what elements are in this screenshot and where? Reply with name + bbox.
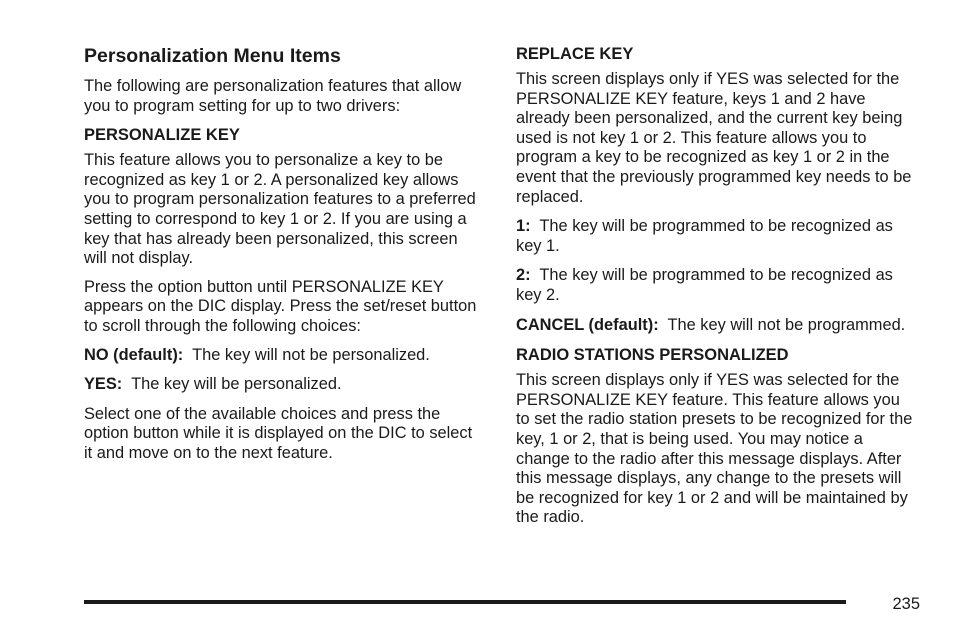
personalize-key-select-instructions: Select one of the available choices and press the option button while it is displayed on the DIC to select it and move on to the next feature. — [84, 404, 473, 462]
option-yes — [84, 375, 484, 395]
personalize-key-heading: PERSONALIZE KEY — [84, 126, 240, 145]
option-2-text: The key will be programmed to be recognized as key 2. — [516, 266, 893, 304]
option-1 — [516, 217, 916, 256]
option-1-label: 1: — [516, 217, 531, 236]
option-yes-text: The key will be personalized. — [131, 375, 342, 394]
page-number: 235 — [892, 595, 920, 613]
right-column — [516, 44, 916, 537]
option-2-label: 2: — [516, 266, 531, 285]
option-yes-label: YES: — [84, 375, 123, 394]
option-cancel-label: CANCEL (default): — [516, 315, 659, 334]
option-1-text: The key will be programmed to be recognized as key 1. — [516, 217, 893, 255]
personalize-key-description: This feature allows you to personalize a key to be recognized as key 1 or 2. A personalized key allows you to program personalization features to a preferred setting to correspond to key 1 or 2. If you are using a key that has already been personalized, this screen will not display. — [84, 151, 476, 268]
option-cancel-text: The key will not be programmed. — [667, 315, 906, 334]
option-no-text: The key will not be personalized. — [192, 345, 430, 364]
option-2 — [516, 266, 916, 305]
intro-paragraph: The following are personalization features that allow you to program setting for up to two drivers: — [84, 77, 462, 115]
left-column — [84, 44, 484, 473]
replace-key-heading: REPLACE KEY — [516, 45, 634, 63]
footer-rule — [84, 600, 846, 604]
section-title: Personalization Menu Items — [84, 45, 341, 67]
option-no-label: NO (default): — [84, 345, 184, 364]
option-no — [84, 346, 484, 366]
option-cancel — [516, 316, 916, 336]
radio-stations-heading: RADIO STATIONS PERSONALIZED — [516, 346, 789, 365]
radio-stations-description: This screen displays only if YES was selected for the PERSONALIZE KEY feature. This feature allows you to set the radio station presets to be recognized for the key, 1 or 2, that is being used. You may notice a change to the radio after this message displays. After this message displays, any change to the presets will be recognized for key 1 or 2 and will be maintained by the radio. — [516, 371, 913, 527]
personalize-key-instructions: Press the option button until PERSONALIZE KEY appears on the DIC display. Press the set/reset button to scroll through the following choices: — [84, 277, 477, 335]
replace-key-description: This screen displays only if YES was selected for the PERSONALIZE KEY feature, keys 1 and 2 have already been personalized, and the current key being used is not key 1 or 2. This feature allows you to program a key to be recognized as key 1 or 2 in the event that the previously programmed key needs to be replaced. — [516, 70, 912, 206]
